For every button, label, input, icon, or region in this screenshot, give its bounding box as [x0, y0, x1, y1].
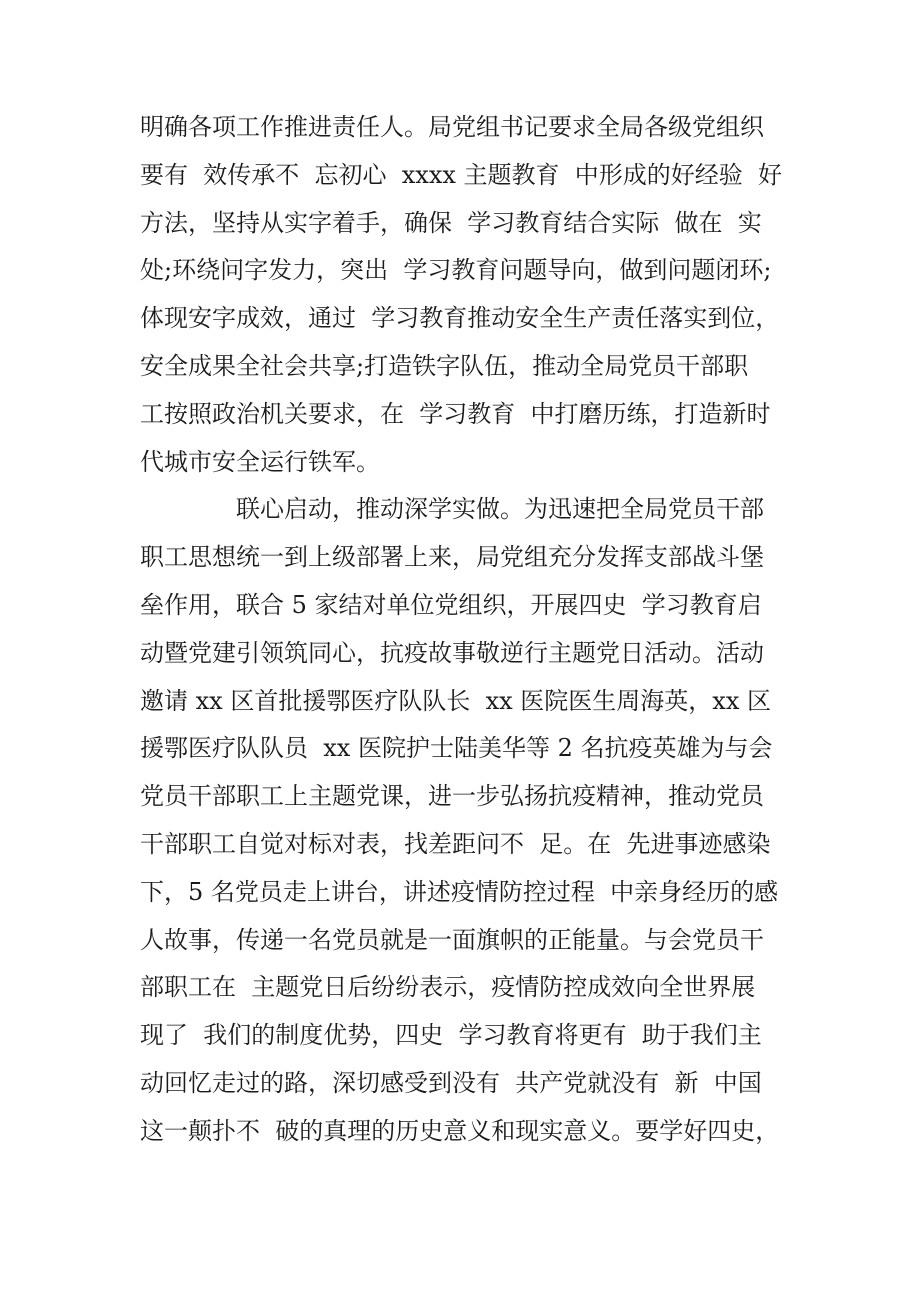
text-line: 处;环绕问字发力，突出 学习教育问题导向，做到问题闭环;: [140, 256, 772, 285]
paragraph-2: [140, 486, 800, 1155]
text-line: 人故事，传递一名党员就是一面旗帜的正能量。与会党员干: [140, 925, 764, 954]
document-body: [140, 104, 800, 1156]
text-line: 这一颠扑不 破的真理的历史意义和现实意义。要学好四史，: [140, 1116, 780, 1145]
text-line: 干部职工自觉对标对表，找差距问不 足。在 先进事迹感染: [140, 829, 771, 858]
text-line: 邀请 xx 区首批援鄂医疗队队长 xx 医院医生周海英，xx 区: [140, 686, 771, 715]
paragraph-1: [140, 104, 800, 486]
text-line: 职工思想统一到上级部署上来，局党组充分发挥支部战斗堡: [140, 543, 764, 572]
text-line: 联心启动，推动深学实做。为迅速把全局党员干部: [236, 495, 764, 524]
text-line: 下，5 名党员走上讲台，讲述疫情防控过程 中亲身经历的感: [140, 877, 779, 906]
text-line: 体现安字成效，通过 学习教育推动安全生产责任落实到位，: [140, 304, 780, 333]
text-line: 代城市安全运行铁军。: [140, 447, 380, 476]
text-line: 党员干部职工上主题党课，进一步弘扬抗疫精神，推动党员: [140, 782, 764, 811]
text-line: 动暨党建引领筑同心，抗疫故事敬逆行主题党日活动。活动: [140, 638, 764, 667]
text-line: 援鄂医疗队队员 xx 医院护士陆美华等 2 名抗疫英雄为与会: [140, 734, 773, 763]
text-line: 动回忆走过的路，深切感受到没有 共产党就没有 新 中国: [140, 1068, 762, 1097]
text-line: 方法，坚持从实字着手，确保 学习教育结合实际 做在 实: [140, 208, 762, 237]
text-line: 垒作用，联合 5 家结对单位党组织，开展四史 学习教育启: [140, 590, 762, 619]
text-line: 安全成果全社会共享;打造铁字队伍，推动全局党员干部职: [140, 351, 749, 380]
text-line: 现了 我们的制度优势，四史 学习教育将更有 助于我们主: [140, 1021, 762, 1050]
text-line: 要有 效传承不 忘初心 xxxx 主题教育 中形成的好经验 好: [140, 160, 783, 189]
text-line: 工按照政治机关要求，在 学习教育 中打磨历练，打造新时: [140, 399, 771, 428]
text-line: 部职工在 主题党日后纷纷表示，疫情防控成效向全世界展: [140, 973, 756, 1002]
text-line: 明确各项工作推进责任人。局党组书记要求全局各级党组织: [140, 113, 764, 141]
